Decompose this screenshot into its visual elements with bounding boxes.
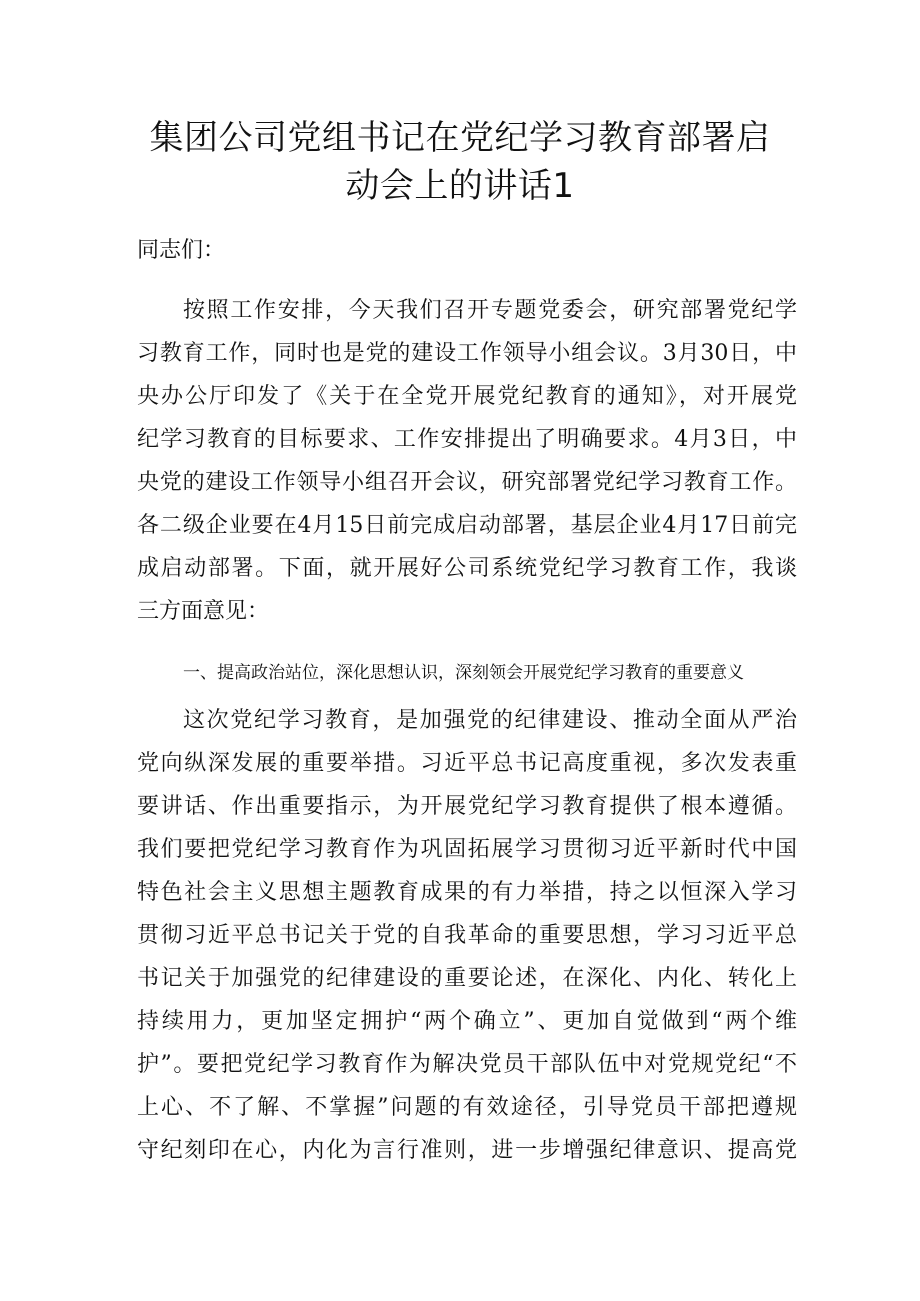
- document-title-line1: 集团公司党组书记在党纪学习教育部署启: [149, 118, 771, 158]
- paragraph2-line: 持续用力，更加坚定拥护“两个确立”、更加自觉做到“两个维: [137, 1009, 797, 1034]
- paragraph1-line: 按照工作安排，今天我们召开专题党委会，研究部署党纪学: [183, 298, 797, 323]
- document-title-line2: 动会上的讲话1: [345, 166, 575, 206]
- paragraph2-line: 这次党纪学习教育，是加强党的纪律建设、推动全面从严治: [183, 708, 797, 733]
- paragraph2-line: 贯彻习近平总书记关于党的自我革命的重要思想，学习习近平总: [137, 923, 797, 948]
- section-heading: 一、提高政治站位，深化思想认识，深刻领会开展党纪学习教育的重要意义: [183, 663, 744, 683]
- paragraph2-line: 特色社会主义思想主题教育成果的有力举措，持之以恒深入学习: [137, 880, 797, 905]
- paragraph1-line: 成启动部署。下面，就开展好公司系统党纪学习教育工作，我谈: [137, 556, 797, 581]
- paragraph1-line: 央办公厅印发了《关于在全党开展党纪教育的通知》，对开展党: [137, 384, 797, 409]
- paragraph1-line: 习教育工作，同时也是党的建设工作领导小组会议。3月30日，中: [137, 341, 797, 366]
- paragraph1-line: 央党的建设工作领导小组召开会议，研究部署党纪学习教育工作。: [137, 470, 797, 495]
- paragraph2-line: 党向纵深发展的重要举措。习近平总书记高度重视，多次发表重: [137, 751, 797, 776]
- salutation: 同志们：: [137, 238, 226, 263]
- paragraph2-line: 护”。要把党纪学习教育作为解决党员干部队伍中对党规党纪“不: [137, 1052, 797, 1077]
- paragraph2-line: 书记关于加强党的纪律建设的重要论述，在深化、内化、转化上: [137, 966, 797, 991]
- paragraph2-line: 要讲话、作出重要指示，为开展党纪学习教育提供了根本遵循。: [137, 794, 797, 819]
- paragraph2-line: 守纪刻印在心，内化为言行准则，进一步增强纪律意识、提高党: [137, 1138, 797, 1163]
- paragraph1-line: 各二级企业要在4月15日前完成启动部署，基层企业4月17日前完: [137, 513, 797, 538]
- paragraph2-line: 上心、不了解、不掌握”问题的有效途径，引导党员干部把遵规: [137, 1095, 797, 1120]
- paragraph2-line: 我们要把党纪学习教育作为巩固拓展学习贯彻习近平新时代中国: [137, 837, 797, 862]
- paragraph1-line: 三方面意见：: [137, 599, 270, 624]
- paragraph1-line: 纪学习教育的目标要求、工作安排提出了明确要求。4月3日，中: [137, 427, 797, 452]
